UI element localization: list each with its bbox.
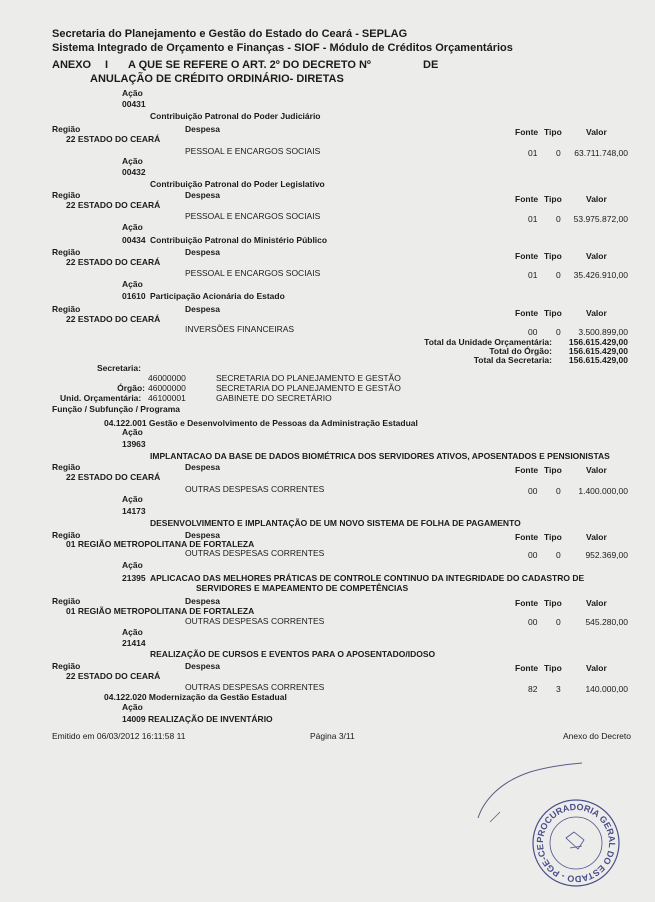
- regiao-label: Região: [52, 530, 81, 540]
- tipo-header: Tipo: [544, 251, 562, 261]
- acao-label: Ação: [122, 427, 143, 437]
- acao-code: 01610: [122, 291, 146, 301]
- anexo-de: DE: [423, 59, 439, 71]
- despesa-value: OUTRAS DESPESAS CORRENTES: [185, 484, 325, 494]
- procuradoria-seal: [530, 798, 622, 888]
- tipo-value: 3: [556, 684, 561, 694]
- tipo-header: Tipo: [544, 663, 562, 673]
- unid-code: 46100001: [148, 393, 186, 403]
- acao-desc: Contribuição Patronal do Poder Judiciário: [150, 111, 321, 121]
- tipo-header: Tipo: [544, 194, 562, 204]
- acao-code: 00431: [122, 99, 146, 109]
- despesa-label: Despesa: [185, 124, 220, 134]
- orgao-label: Órgão:: [117, 383, 145, 393]
- valor-value: 3.500.899,00: [578, 327, 628, 337]
- despesa-label: Despesa: [185, 530, 220, 540]
- acao-desc: Participação Acionária do Estado: [150, 291, 285, 301]
- total-orgao-value: 156.615.429,00: [568, 346, 628, 356]
- acao-label: Ação: [122, 560, 143, 570]
- acao-desc: Contribuição Patronal do Poder Legislativo: [150, 179, 325, 189]
- fonte-header: Fonte: [515, 251, 539, 261]
- tipo-value: 0: [556, 214, 561, 224]
- regiao-label: Região: [52, 304, 81, 314]
- valor-value: 35.426.910,00: [573, 270, 628, 280]
- programa-1: 04.122.001 Gestão e Desenvolvimento de Pessoas da Administração Estadual: [104, 418, 418, 428]
- total-secretaria-value: 156.615.429,00: [568, 355, 628, 365]
- fonte-header: Fonte: [515, 663, 539, 673]
- valor-header: Valor: [586, 663, 607, 673]
- acao-code: 00432: [122, 167, 146, 177]
- regiao-value: 22 ESTADO DO CEARÁ: [66, 472, 161, 482]
- despesa-label: Despesa: [185, 661, 220, 671]
- regiao-value: 22 ESTADO DO CEARÁ: [66, 134, 161, 144]
- regiao-value: 22 ESTADO DO CEARÁ: [66, 314, 161, 324]
- programa-2: 04.122.020 Modernização da Gestão Estadual: [104, 692, 287, 702]
- unid-name: GABINETE DO SECRETÁRIO: [216, 393, 332, 403]
- acao-label: Ação: [122, 494, 143, 504]
- tipo-value: 0: [556, 270, 561, 280]
- fonte-header: Fonte: [515, 465, 539, 475]
- valor-value: 1.400.000,00: [578, 486, 628, 496]
- valor-header: Valor: [586, 532, 607, 542]
- valor-value: 952.369,00: [585, 550, 628, 560]
- fonte-header: Fonte: [515, 532, 539, 542]
- valor-header: Valor: [586, 127, 607, 137]
- valor-value: 545.280,00: [585, 617, 628, 627]
- tipo-value: 0: [556, 486, 561, 496]
- despesa-label: Despesa: [185, 462, 220, 472]
- fonte-value: 01: [528, 270, 538, 280]
- fonte-value: 00: [528, 327, 538, 337]
- fonte-value: 00: [528, 486, 538, 496]
- orgao-name: SECRETARIA DO PLANEJAMENTO E GESTÃO: [216, 383, 401, 393]
- total-secretaria-label: Total da Secretaria:: [473, 355, 552, 365]
- acao-code: 13963: [122, 439, 146, 449]
- tipo-header: Tipo: [544, 598, 562, 608]
- acao-desc: DESENVOLVIMENTO E IMPLANTAÇÃO DE UM NOVO SISTEMA DE FOLHA DE PAGAMENTO: [150, 518, 521, 528]
- valor-header: Valor: [586, 251, 607, 261]
- tipo-header: Tipo: [544, 127, 562, 137]
- valor-header: Valor: [586, 465, 607, 475]
- acao-label: Ação: [122, 279, 143, 289]
- tipo-header: Tipo: [544, 465, 562, 475]
- acao-label: Ação: [122, 222, 143, 232]
- tipo-value: 0: [556, 327, 561, 337]
- tipo-value: 0: [556, 148, 561, 158]
- regiao-label: Região: [52, 596, 81, 606]
- fonte-header: Fonte: [515, 308, 539, 318]
- tipo-header: Tipo: [544, 308, 562, 318]
- regiao-label: Região: [52, 661, 81, 671]
- fonte-value: 00: [528, 617, 538, 627]
- acao-code: 14173: [122, 506, 146, 516]
- anexo-label: ANEXO: [52, 59, 92, 71]
- acao-desc-cont: SERVIDORES E MAPEAMENTO DE COMPETÊNCIAS: [196, 583, 409, 593]
- anexo-roman: I: [105, 59, 109, 71]
- acao-desc: IMPLANTACAO DA BASE DE DADOS BIOMÉTRICA DOS SERVIDORES ATIVOS, APOSENTADOS E PENSIONISTAS: [150, 451, 610, 461]
- valor-value: 53.975.872,00: [573, 214, 628, 224]
- acao-label: Ação: [122, 156, 143, 166]
- fonte-header: Fonte: [515, 598, 539, 608]
- footer-anexo: Anexo do Decreto: [562, 731, 631, 741]
- header-line2: Sistema Integrado de Orçamento e Finanças - SIOF - Módulo de Créditos Orçamentários: [52, 42, 513, 54]
- secretaria-name: SECRETARIA DO PLANEJAMENTO E GESTÃO: [216, 373, 401, 383]
- anexo-subtitle: ANULAÇÃO DE CRÉDITO ORDINÁRIO- DIRETAS: [90, 73, 344, 85]
- despesa-value: OUTRAS DESPESAS CORRENTES: [185, 616, 325, 626]
- unid-label: Unid. Orçamentária:: [60, 393, 142, 403]
- regiao-value: 01 REGIÃO METROPOLITANA DE FORTALEZA: [66, 606, 255, 616]
- funcao-label: Função / Subfunção / Programa: [52, 404, 180, 414]
- tipo-value: 0: [556, 550, 561, 560]
- valor-header: Valor: [586, 598, 607, 608]
- acao-desc: Contribuição Patronal do Ministério Público: [150, 235, 328, 245]
- regiao-value: 01 REGIÃO METROPOLITANA DE FORTALEZA: [66, 539, 255, 549]
- valor-value: 140.000,00: [585, 684, 628, 694]
- total-unidade-value: 156.615.429,00: [568, 337, 628, 347]
- svg-text:PROCURADORIA GERAL DO ESTADO -: PROCURADORIA GERAL DO ESTADO - PGE-CE: [534, 801, 618, 885]
- despesa-value: OUTRAS DESPESAS CORRENTES: [185, 682, 325, 692]
- despesa-value: PESSOAL E ENCARGOS SOCIAIS: [185, 211, 321, 221]
- despesa-value: OUTRAS DESPESAS CORRENTES: [185, 548, 325, 558]
- footer-emitido: Emitido em 06/03/2012 16:11:58 11: [52, 731, 186, 741]
- last-acao: 14009 REALIZAÇÃO DE INVENTÁRIO: [122, 714, 273, 724]
- footer-pagina: Página 3/11: [310, 731, 355, 741]
- secretaria-label: Secretaria:: [97, 363, 141, 373]
- fonte-value: 01: [528, 148, 538, 158]
- orgao-code: 46000000: [148, 383, 186, 393]
- total-orgao-label: Total do Órgão:: [489, 346, 552, 356]
- regiao-value: 22 ESTADO DO CEARÁ: [66, 257, 161, 267]
- regiao-value: 22 ESTADO DO CEARÁ: [66, 200, 161, 210]
- valor-header: Valor: [586, 308, 607, 318]
- fonte-value: 00: [528, 550, 538, 560]
- fonte-header: Fonte: [515, 194, 539, 204]
- regiao-label: Região: [52, 462, 81, 472]
- fonte-value: 01: [528, 214, 538, 224]
- tipo-header: Tipo: [544, 532, 562, 542]
- acao-label: Ação: [122, 702, 143, 712]
- fonte-header: Fonte: [515, 127, 539, 137]
- despesa-label: Despesa: [185, 247, 220, 257]
- fonte-value: 82: [528, 684, 538, 694]
- despesa-value: INVERSÕES FINANCEIRAS: [185, 324, 295, 334]
- valor-value: 63.711.748,00: [574, 148, 628, 158]
- despesa-value: PESSOAL E ENCARGOS SOCIAIS: [185, 268, 321, 278]
- acao-code: 00434: [122, 235, 146, 245]
- despesa-label: Despesa: [185, 190, 220, 200]
- secretaria-code: 46000000: [148, 373, 186, 383]
- despesa-label: Despesa: [185, 304, 220, 314]
- acao-label: Ação: [122, 88, 143, 98]
- header-line1: Secretaria do Planejamento e Gestão do Estado do Ceará - SEPLAG: [52, 28, 408, 40]
- despesa-label: Despesa: [185, 596, 220, 606]
- acao-desc: APLICACAO DAS MELHORES PRÁTICAS DE CONTROLE CONTINUO DA INTEGRIDADE DO CADASTRO DE: [150, 573, 585, 583]
- regiao-value: 22 ESTADO DO CEARÁ: [66, 671, 161, 681]
- acao-label: Ação: [122, 627, 143, 637]
- regiao-label: Região: [52, 247, 81, 257]
- anexo-title: A QUE SE REFERE O ART. 2º DO DECRETO Nº: [128, 59, 371, 71]
- acao-desc: REALIZAÇÃO DE CURSOS E EVENTOS PARA O APOSENTADO/IDOSO: [150, 649, 436, 659]
- acao-code: 21395: [122, 573, 146, 583]
- tipo-value: 0: [556, 617, 561, 627]
- acao-code: 21414: [122, 638, 146, 648]
- regiao-label: Região: [52, 124, 81, 134]
- valor-header: Valor: [586, 194, 607, 204]
- total-unidade-label: Total da Unidade Orçamentária:: [424, 337, 552, 347]
- despesa-value: PESSOAL E ENCARGOS SOCIAIS: [185, 146, 321, 156]
- regiao-label: Região: [52, 190, 81, 200]
